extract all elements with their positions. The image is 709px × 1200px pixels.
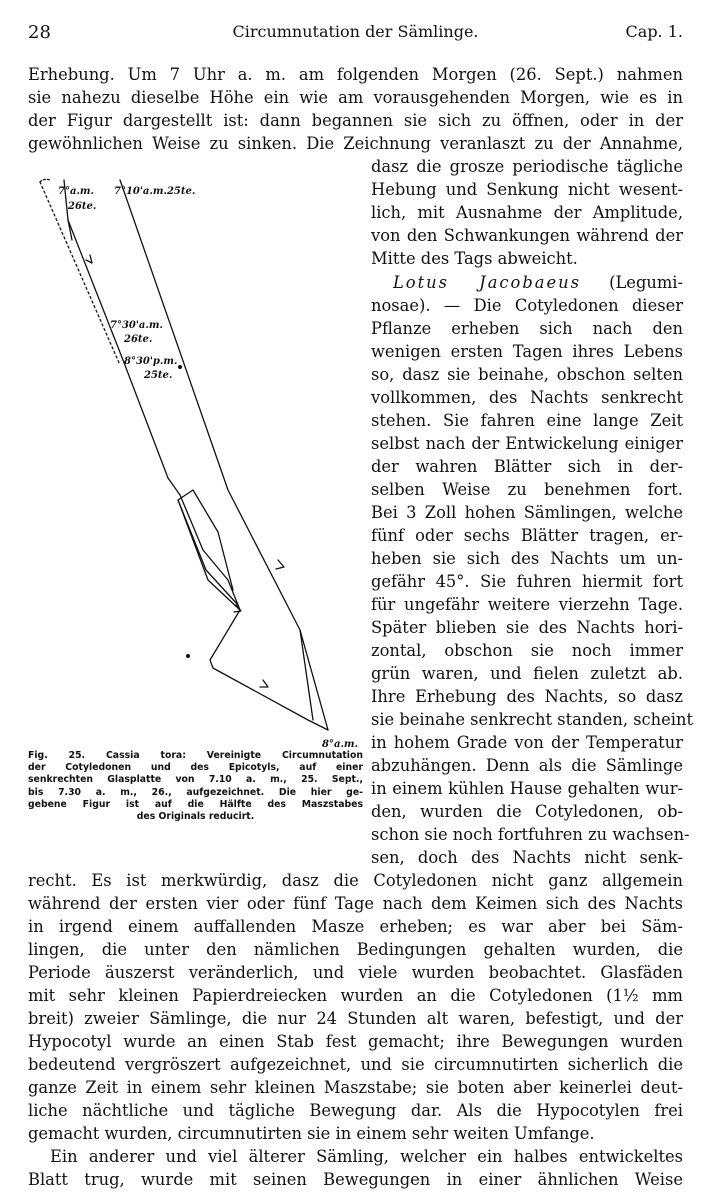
body-line: liche nächtliche und tägliche Bewegung dar. Als die Hypocotylen frei bbox=[28, 1101, 683, 1120]
arrow-marker bbox=[260, 680, 268, 687]
body-line: gefähr 45°. Sie fuhren hiermit fort bbox=[371, 572, 683, 591]
trace-cluster bbox=[168, 478, 240, 610]
trace-lower bbox=[300, 630, 313, 720]
body-line: in hohem Grade von der Temperatur bbox=[371, 733, 683, 752]
body-line: schon sie noch fortfuhren zu wachsen- bbox=[371, 825, 690, 844]
arrow-marker bbox=[276, 560, 284, 569]
page-number: 28 bbox=[28, 22, 51, 43]
trace-lower bbox=[210, 610, 328, 730]
body-line: stehen. Sie fahren eine lange Zeit bbox=[371, 411, 683, 430]
body-line: den, wurden die Cotyledonen, ob- bbox=[371, 802, 683, 821]
body-line: breit) zweier Sämlinge, die nur 24 Stunden alt waren, befestigt, und der bbox=[28, 1009, 683, 1028]
body-line: dasz die grosze periodische tägliche bbox=[371, 157, 683, 176]
body-line: während der ersten vier oder fünf Tage nach dem Keimen sich des Nachts bbox=[28, 894, 683, 913]
body-line: selben Weise zu benehmen fort. bbox=[371, 480, 683, 499]
body-line: von den Schwankungen während der bbox=[371, 226, 683, 245]
body-line: grün waren, und fielen zuletzt ab. bbox=[371, 664, 683, 683]
species-name: Lotus Jacobaeus bbox=[393, 273, 581, 292]
body-line: bedeutend vergröszert aufgezeichnet, und sie circumnutirten sicherlich die bbox=[28, 1055, 683, 1074]
dot-marker bbox=[186, 654, 190, 658]
trace-main bbox=[120, 180, 328, 730]
body-line: sen, doch des Nachts nicht senk- bbox=[371, 848, 683, 867]
body-line: lich, mit Ausnahme der Amplitude, bbox=[371, 203, 683, 222]
body-line: gewöhnlichen Weise zu sinken. Die Zeichnung veranlaszt zu der Annahme, bbox=[28, 134, 683, 153]
label-730am: 7°30'a.m. bbox=[110, 320, 163, 331]
body-line: Pflanze erheben sich nach den bbox=[371, 319, 683, 338]
running-header bbox=[28, 22, 683, 48]
caption-line: bis 7.30 a. m., 26., aufgezeichnet. Die hier ge- bbox=[28, 786, 363, 798]
body-line: Hypocotyl wurde an einen Stab fest gemacht; ihre Bewegungen wurden bbox=[28, 1032, 683, 1051]
body-line: in einem kühlen Hause gehalten wur- bbox=[371, 779, 683, 798]
body-line: zontal, obschon sie noch immer bbox=[371, 641, 683, 660]
body-line: Mitte des Tags abweicht. bbox=[371, 249, 578, 268]
body-line: der Figur dargestellt ist: dann begannen sie sich zu öffnen, oder in der bbox=[28, 111, 683, 130]
body-line: heben sie sich des Nachts um un- bbox=[371, 549, 683, 568]
body-line: selbst nach der Entwickelung einiger bbox=[371, 434, 683, 453]
body-line: vollkommen, des Nachts senkrecht bbox=[371, 388, 683, 407]
body-line: recht. Es ist merkwürdig, dasz die Cotyledonen nicht ganz allgemein bbox=[28, 871, 683, 890]
caption-line: senkrechten Glasplatte von 7.10 a. m., 25. Sept., bbox=[28, 774, 363, 786]
figure-caption bbox=[28, 750, 363, 823]
caption-line: Fig. 25. Cassia tora: Vereinigte Circumnutation bbox=[28, 750, 363, 761]
figure-25 bbox=[28, 160, 368, 750]
body-line: lingen, die unter den nämlichen Bedingungen gehalten wurden, die bbox=[28, 940, 683, 959]
body-line: fünf oder sechs Blätter tragen, er- bbox=[371, 526, 683, 545]
dot-marker bbox=[178, 365, 182, 369]
body-line: Bei 3 Zoll hohen Sämlingen, welche bbox=[371, 503, 683, 522]
chapter-label: Cap. 1. bbox=[625, 22, 683, 41]
label-830pm-date: 25te. bbox=[144, 370, 173, 381]
body-line: ganze Zeit in einem sehr kleinen Maszstabe; sie boten aber keinerlei deut- bbox=[28, 1078, 683, 1097]
caption-line: des Originals reducirt. bbox=[136, 811, 255, 823]
body-line: Später blieben sie des Nachts hori- bbox=[371, 618, 683, 637]
body-line: Hebung und Senkung nicht wesent- bbox=[371, 180, 683, 199]
body-line-species: Lotus Jacobaeus (Legumi- bbox=[393, 273, 683, 292]
label-730am-date: 26te. bbox=[124, 334, 153, 345]
body-line: in irgend einem auffallenden Masze erheben; es war aber bei Säm- bbox=[28, 917, 683, 936]
caption-line: der Cotyledonen und des Epicotyls, auf einer bbox=[28, 762, 363, 774]
body-line: so, dasz sie beinahe, obschon selten bbox=[371, 365, 683, 384]
body-line: Ihre Erhebung des Nachts, so dasz bbox=[371, 687, 683, 706]
running-title: Circumnutation der Sämlinge. bbox=[232, 22, 479, 41]
body-line: für ungefähr weitere vierzehn Tage. bbox=[371, 595, 683, 614]
label-8am: 8°a.m. bbox=[322, 739, 358, 750]
label-830pm: 8°30'p.m. bbox=[124, 356, 178, 367]
label-710am: 7°10'a.m.25te. bbox=[114, 186, 196, 197]
body-line: sie beinahe senkrecht standen, scheint bbox=[371, 710, 694, 729]
night-trace-dotted bbox=[40, 179, 50, 182]
body-line: Blatt trug, wurde mit seinen Bewegungen in einer ähnlichen Weise bbox=[28, 1170, 683, 1189]
circumnutation-diagram bbox=[28, 160, 368, 750]
body-line: gemacht wurden, circumnutirten sie in einem sehr weiten Umfange. bbox=[28, 1124, 595, 1143]
label-7am: 7°a.m. bbox=[58, 186, 94, 197]
body-line: nosae). — Die Cotyledonen dieser bbox=[371, 296, 683, 315]
body-line: Periode äuszerst veränderlich, und viele wurden beobachtet. Glasfäden bbox=[28, 963, 683, 982]
body-line: wenigen ersten Tagen ihres Lebens bbox=[371, 342, 683, 361]
body-line: sie nahezu dieselbe Höhe ein wie am vorausgehenden Morgen, wie es in bbox=[28, 88, 683, 107]
body-line: Ein anderer und viel älterer Sämling, welcher ein halbes entwickeltes bbox=[50, 1147, 683, 1166]
body-line: der wahren Blätter sich in der- bbox=[371, 457, 683, 476]
label-7am-date: 26te. bbox=[68, 201, 97, 212]
body-line: mit sehr kleinen Papierdreiecken wurden an die Cotyledonen (1½ mm bbox=[28, 986, 683, 1005]
body-line: abzuhängen. Denn als die Sämlinge bbox=[371, 756, 683, 775]
caption-line: gebene Figur ist auf die Hälfte des Maszstabes bbox=[28, 798, 363, 810]
body-line: Erhebung. Um 7 Uhr a. m. am folgenden Morgen (26. Sept.) nahmen bbox=[28, 65, 683, 84]
arrow-marker bbox=[86, 255, 92, 263]
